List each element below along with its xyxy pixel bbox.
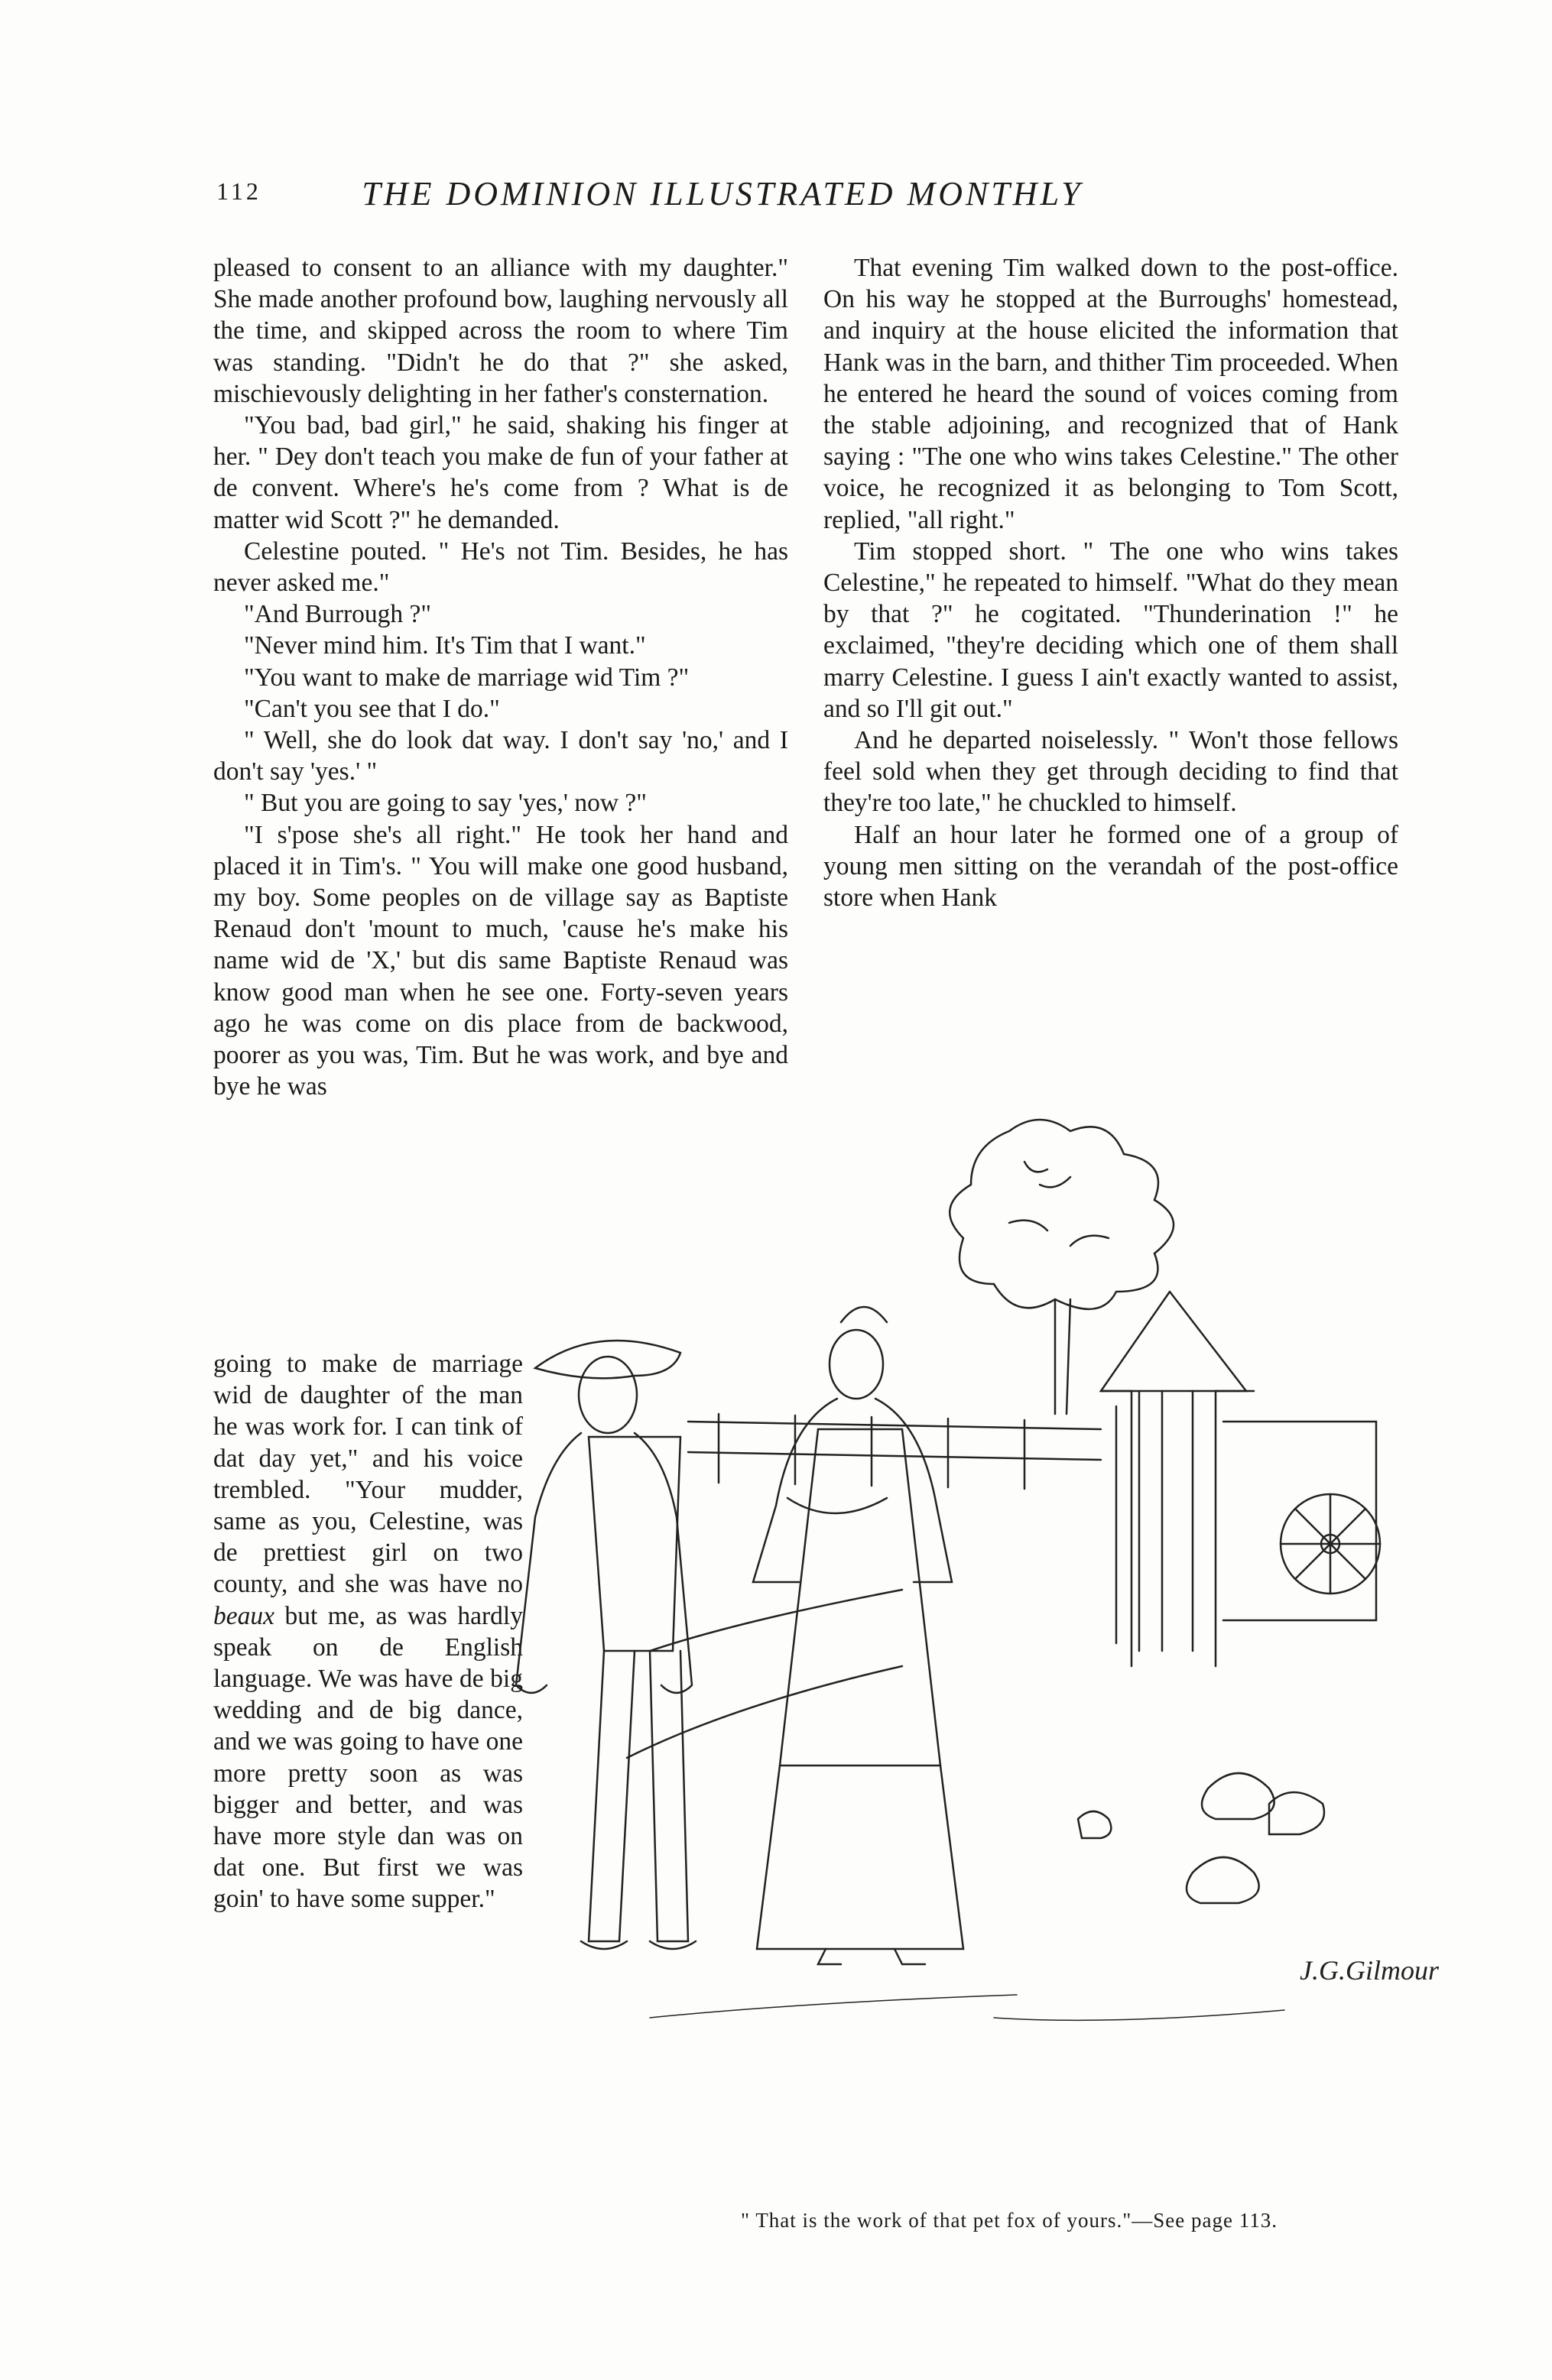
paragraph: "Never mind him. It's Tim that I want." bbox=[244, 631, 646, 660]
paragraph: "Can't you see that I do." bbox=[244, 694, 500, 723]
paragraph: " Well, she do look dat way. I don't say 'no,' and I don't say 'yes.' " bbox=[213, 726, 788, 786]
paragraph: And he departed noiselessly. " Won't those fellows feel sold when they get through deciding to find that they're too late," he chuckled to himself. bbox=[823, 726, 1398, 818]
paragraph: " But you are going to say 'yes,' now ?" bbox=[244, 789, 647, 818]
italic-word: beaux bbox=[213, 1601, 274, 1630]
wrap-text-start: going to make de marriage wid de daughter of the man he was work for. I can tink of dat day yet," and his voice trembled. "Your mudder, same as you, Celestine, was de prettiest girl on two county, and she was have no bbox=[213, 1350, 523, 1599]
left-column-wrap bbox=[213, 1348, 523, 1915]
page-number: 112 bbox=[216, 177, 261, 205]
paragraph: "I s'pose she's all right." He took her hand and placed it in Tim's. " You will make one good husband, my boy. Some peoples on de village say as Baptiste Renaud don't 'mount to much, 'cause he's make his name wid de 'X,' but dis same Baptiste Renaud was know good man when he see one. Forty-seven years ago he was come on dis place from de backwood, poorer as you was, Tim. But he was work, and bye and bye he was bbox=[213, 820, 788, 1101]
illustration-caption: " That is the work of that pet fox of yours."—See page 113. bbox=[741, 2209, 1278, 2232]
fence-drawing bbox=[627, 1414, 1101, 1758]
paragraph: That evening Tim walked down to the post-office. On his way he stopped at the Burroughs' homestead, and inquiry at the house elicited the information that Hank was in the barn, and thither Tim proceeded. When he entered he heard the sound of voices coming from the stable adjoining, and recognized that of Hank saying : "The one who wins takes Celestine." The other voice, he recognized it as belonging to Tom Scott, replied, "all right." bbox=[823, 254, 1398, 534]
artist-signature: J.G.Gilmour bbox=[1300, 1955, 1439, 1986]
wrap-text-end: but me, as was hardly speak on de English language. We was have de big wedding and de big dance, and we was going to have one more pretty soon as was bigger and better, and was have more style dan was on dat one. But first we was goin' to have some supper." bbox=[213, 1601, 523, 1914]
paragraph: pleased to consent to an alliance with my daughter." She made another profound bow, laughing nervously all the time, and skipped across the room to where Tim was standing. "Didn't he do that ?" she asked, mischievously delighting in her father's consternation. bbox=[213, 254, 788, 408]
wellhouse-drawing bbox=[1101, 1292, 1380, 1666]
left-column bbox=[213, 252, 788, 1102]
illustration bbox=[535, 1101, 1439, 2163]
woman-figure-drawing bbox=[753, 1307, 963, 1964]
paragraph: Celestine pouted. " He's not Tim. Besides, he has never asked me." bbox=[213, 537, 788, 598]
chickens-drawing bbox=[1078, 1773, 1324, 1903]
paragraph: "You bad, bad girl," he said, shaking his finger at her. " Dey don't teach you make de fun of your father at de convent. Where's he's come from ? What is de matter wid Scott ?" he demanded. bbox=[213, 411, 788, 534]
paragraph: Tim stopped short. " The one who wins takes Celestine," he repeated to himself. "What do they mean by that ?" he cogitated. "Thunderination !" he exclaimed, "they're deciding which one of them shall marry Celestine. I guess I ain't exactly wanted to assist, and so I'll git out." bbox=[823, 537, 1398, 723]
paragraph-wrapped bbox=[213, 1348, 523, 1915]
running-title: THE DOMINION ILLUSTRATED MONTHLY bbox=[362, 175, 1083, 212]
paragraph: "And Burrough ?" bbox=[244, 600, 432, 629]
paragraph: "You want to make de marriage wid Tim ?" bbox=[244, 663, 690, 692]
paragraph: Half an hour later he formed one of a group of young men sitting on the verandah of the post-office store when Hank bbox=[823, 820, 1398, 913]
right-column bbox=[823, 252, 1398, 913]
tree-drawing bbox=[950, 1120, 1174, 1414]
